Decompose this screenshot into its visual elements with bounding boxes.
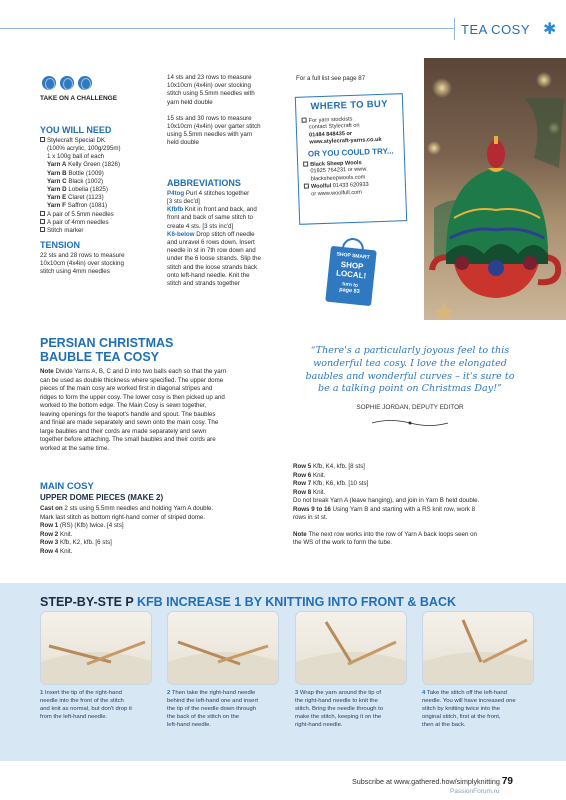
tension-heading: TENSION	[40, 240, 81, 251]
step-number: 3	[295, 690, 299, 696]
you-will-need-heading: YOU WILL NEED	[40, 125, 112, 135]
step-text-3	[295, 690, 410, 730]
step-text-2	[167, 690, 282, 730]
step-line: Take the stitch off the left-hand	[425, 690, 507, 696]
colour-name: Yarn A	[47, 161, 67, 169]
abbr-text: and unravel 6 rows down. Insert	[167, 239, 255, 246]
abbr-text: Drop stitch off needle	[194, 230, 255, 238]
checkbox-icon	[40, 137, 45, 142]
where-to-buy-heading: WHERE TO BUY	[310, 98, 388, 113]
bag-handle	[342, 237, 365, 253]
note-line: can be used as double thickness where specified. The upper dome	[40, 376, 224, 384]
note-label: Note	[40, 368, 54, 375]
colour-name: Yarn E	[47, 194, 67, 202]
shop-line: 01925 764231 or www.	[310, 166, 368, 175]
step-text-4	[422, 690, 537, 730]
checkbox-icon	[40, 227, 45, 232]
needles-1: A pair of 5.5mm needles	[47, 210, 114, 218]
step-number: 4	[422, 690, 426, 696]
asterisk-icon: ✱	[543, 21, 557, 38]
pattern-title-line: PERSIAN CHRISTMAS	[40, 336, 174, 350]
step-line: stitch. Bring the needle through to	[295, 705, 384, 712]
tea-cosy-photo	[424, 58, 566, 320]
shop-line: 01433 620933	[331, 181, 369, 190]
upper-dome-heading: UPPER DOME PIECES (MAKE 2)	[40, 493, 164, 502]
note-line: large baubles and their cords are made separately and sewn	[40, 427, 207, 435]
step-number: 1	[40, 690, 44, 696]
step-line: from the left-hand needle.	[40, 713, 108, 720]
where-to-buy-box	[295, 93, 407, 225]
editor-quote	[293, 345, 527, 396]
abbr-text: under the 6 loose strands. Slip the	[167, 255, 261, 263]
knitting-illustration	[168, 612, 279, 685]
colour-value: Lobelia (1825)	[68, 186, 108, 193]
abbr-text: needle in st in 7th row down and	[167, 247, 256, 255]
knitting-illustration	[423, 612, 534, 685]
tension-line: 10x10cm (4x4in) over garter stitch	[167, 122, 261, 130]
tension-line: 10x10cm (4x4in) over stocking	[40, 260, 124, 268]
note-line: Divide Yarns A, B, C and D into two balls each so that the yarn	[53, 368, 227, 375]
note-line: together before attaching. The small baubles and their cords are	[40, 436, 216, 444]
yarn-spec: (100% acrylic, 100g/295m)	[47, 145, 121, 153]
step-line: needle into the front of the stitch	[40, 697, 124, 704]
footer	[352, 775, 513, 788]
divider-flourish	[370, 418, 450, 428]
row-text: rows in st st.	[293, 514, 328, 522]
note-line: worked to the bottom edge. The Main Cosy is sewn together,	[40, 402, 207, 410]
row-label: Rows 9 to 16	[293, 505, 331, 513]
colour-name: Yarn D	[47, 186, 67, 193]
row-text: Kfb, K4, kfb. [8 sts]	[311, 463, 365, 470]
step-photo-4	[422, 611, 534, 685]
step-line: Insert the tip of the right-hand	[43, 690, 122, 696]
abbr-text: front and back of same stitch to	[167, 214, 253, 222]
shop-line: SHOP	[340, 259, 364, 272]
you-could-try-heading: OR YOU COULD TRY...	[307, 146, 394, 159]
row-text: (RS) (Kfb) twice. [4 sts]	[58, 522, 124, 530]
quote-line: baubles and wonderful curves – it's sure to	[305, 370, 515, 382]
note-line: and finial are made separately and sewn onto the main cosy. The	[40, 419, 219, 427]
step-photo-1	[40, 611, 152, 685]
checkbox-icon	[40, 219, 45, 224]
row-label: Row 6	[293, 471, 312, 479]
step-line: original stitch, first at the front,	[422, 713, 501, 720]
stockist-url[interactable]: www.stylecraft-yarns.co.uk	[309, 136, 382, 146]
step-line: the back of the stitch on the	[167, 713, 240, 720]
row-text: Kfb, K2, kfb. [6 sts]	[58, 539, 112, 547]
row-text: Knit.	[311, 471, 326, 479]
tension-line: 14 sts and 23 rows to measure	[167, 74, 252, 81]
shop-line: LOCAL!	[335, 268, 367, 281]
colour-value: Saffron (1081)	[67, 202, 108, 210]
abbr-key: Kfbfb	[167, 206, 184, 214]
shop-name: Woolful	[310, 183, 332, 190]
checkbox-icon	[40, 211, 45, 216]
knitting-illustration	[41, 612, 152, 685]
tension-line: yarn held double	[167, 98, 213, 106]
watermark: PassionForum.ru	[450, 788, 500, 795]
yarn-qty: 1 x 100g ball of each	[47, 153, 105, 161]
step-line: the tip of the needle down through	[167, 705, 257, 712]
step-line: Wrap the yarn around the tip of	[298, 690, 382, 696]
step-line: behind the left-hand one and insert	[167, 697, 259, 704]
yarn-title: Stylecraft Special DK	[47, 136, 106, 144]
step-by-step-title	[40, 594, 456, 611]
note-line: leaving openings for the teapot's handle and spout. The baubles	[40, 410, 216, 418]
checkbox-icon	[304, 183, 309, 188]
abbr-text: Knit in front and back, and	[183, 206, 257, 214]
quote-line: wonderful tea cosy. I love the elongated	[313, 357, 507, 369]
pattern-note	[40, 368, 285, 453]
step-line: left-hand needle.	[167, 721, 211, 728]
step-number: 2	[167, 690, 171, 696]
abbr-key: K6-below	[167, 230, 195, 238]
row-text: Kfb, K6, kfb. [10 sts]	[311, 480, 369, 488]
row-label: Row 5	[293, 463, 312, 470]
step-line: the right-hand needle to knit the	[295, 697, 378, 704]
abbr-text: stitch and strands together	[167, 279, 240, 287]
shop-url[interactable]: or www.woolfull.com	[311, 189, 362, 198]
yarn-ball-icon	[60, 76, 74, 90]
row-label: Row 8	[293, 488, 312, 496]
colour-value: Bottle (1009)	[68, 169, 104, 177]
page-number: 79	[501, 776, 513, 787]
yarn-ball-icon	[42, 76, 56, 90]
quote-line: be a talking point on Christmas Day!”	[318, 383, 502, 395]
tension-line: stitch using 5.5mm needles with	[167, 90, 255, 98]
row-text: Using Yarn B and starting with a RS knit row, work 8	[330, 505, 476, 513]
note-line: worked at the same time.	[40, 444, 110, 452]
pattern-title-line: BAUBLE TEA COSY	[40, 349, 159, 364]
note-line: ridges to form the upper cosy. The lower cosy is then picked up and	[40, 393, 225, 401]
challenge-label: TAKE ON A CHALLENGE	[40, 95, 118, 102]
instruction-line: Do not break Yarn A (leave hanging), and join in Yarn B held double.	[293, 497, 480, 505]
tension-line: held double	[167, 139, 199, 147]
abbr-text: onto left-hand needle. Knit the	[167, 271, 250, 279]
needles-2: A pair of 4mm needles	[47, 218, 109, 226]
shop-line: SHOP SMART	[336, 251, 370, 261]
stockist-line: 01484 848435 or	[309, 130, 353, 139]
row-text: Knit.	[58, 547, 73, 555]
shop-line: page 83	[338, 286, 360, 295]
row-text: Knit.	[311, 488, 326, 496]
tea-cosy-illustration	[424, 58, 566, 320]
abbreviations-heading: ABBREVIATIONS	[167, 178, 241, 188]
row-text: Knit.	[58, 530, 73, 538]
row-instructions	[293, 463, 538, 548]
checkbox-icon	[303, 161, 308, 166]
stockist-line: contact Stylecraft on	[308, 122, 360, 131]
knitting-illustration	[296, 612, 407, 685]
row-label: Row 7	[293, 480, 312, 488]
abbr-text: stitch and the loose strands back	[167, 263, 258, 271]
step-line: right-hand needle.	[295, 721, 343, 728]
row-label: Row 2	[40, 530, 59, 538]
step-title-part: KFB INCREASE 1 BY KNITTING INTO FRONT & BACK	[133, 595, 457, 609]
step-line: Then take the right-hand needle	[170, 690, 256, 696]
quote-attribution: SOPHIE JORDAN, DEPUTY EDITOR	[356, 404, 464, 411]
abbr-text: [3 sts dec'd]	[167, 198, 200, 206]
yarn-ball-icon	[78, 76, 92, 90]
tension-line: using 5.5mm needles with yarn	[167, 131, 253, 139]
note-line: pieces of the main cosy are worked first in diagonal stripes and	[40, 385, 213, 393]
note-line: the WS of the work to form the tube.	[293, 539, 393, 547]
section-title: TEA COSY	[461, 22, 531, 37]
step-line: and knit as normal, but don't drop it	[40, 705, 132, 712]
row-label: Row 3	[40, 539, 59, 547]
subscribe-link[interactable]: Subscribe at www.gathered.how/simplyknitting	[352, 777, 500, 786]
full-list-note: For a full list see page 87	[296, 75, 366, 82]
stitch-marker: Stitch marker	[47, 226, 84, 234]
colour-name: Yarn B	[47, 169, 67, 177]
row-label: Row 1	[40, 522, 59, 530]
tension-line: stitch using 4mm needles	[40, 268, 110, 276]
step-line: needle. You will have increased one	[422, 697, 516, 704]
note-label: Note	[293, 530, 307, 538]
pattern-title	[40, 337, 173, 364]
colour-name: Yarn F	[47, 202, 66, 210]
abbr-text: Purl 4 stitches together	[184, 189, 250, 197]
colour-value: Claret (1123)	[68, 194, 104, 202]
tension-line: 22 sts and 28 rows to measure	[40, 252, 125, 259]
section-tag	[454, 18, 566, 40]
step-text-1	[40, 690, 155, 722]
step-title-part: STEP-BY-STE P	[40, 595, 134, 609]
tension-line: 10x10cm (4x4in) over stocking	[167, 82, 251, 90]
shop-local-badge	[325, 246, 377, 307]
abbr-text: create 4 sts. [3 sts inc'd]	[167, 222, 234, 230]
shop-line: turn to	[341, 281, 359, 289]
step-photo-3	[295, 611, 407, 685]
stockist-line: For yarn stockists	[308, 115, 353, 124]
cast-on-label: Cast on	[40, 505, 63, 512]
checkbox-icon	[302, 117, 307, 122]
shop-url[interactable]: blacksheepwools.com	[310, 174, 366, 183]
colour-value: Black (1002)	[68, 177, 104, 185]
cast-on-instructions	[40, 505, 285, 556]
step-line: then at the back.	[422, 721, 466, 728]
shop-name: Black Sheep Wools	[310, 159, 362, 168]
step-line: make the stitch, keeping it on the	[295, 713, 382, 720]
colour-name: Yarn C	[47, 177, 67, 185]
step-photo-2	[167, 611, 279, 685]
quote-line: “There's a particularly joyous feel to this	[310, 345, 510, 356]
row-label: Row 4	[40, 547, 59, 555]
instruction-line: 2 sts using 5.5mm needles and holding Yarn A double.	[62, 505, 214, 512]
tension-continued	[167, 74, 287, 148]
note-line: The next row works into the row of Yarn A back loops seen on	[306, 530, 478, 538]
abbr-key: P4tog	[167, 189, 185, 197]
colour-value: Kelly Green (1826)	[68, 161, 121, 169]
you-will-need	[40, 125, 160, 277]
abbreviations	[167, 178, 289, 288]
tension-line: 15 sts and 30 rows to measure	[167, 114, 252, 122]
step-line: stitch by knitting twice into the	[422, 705, 500, 712]
main-cosy-heading: MAIN COSY	[40, 481, 94, 492]
instruction-line: Mark last stitch as bottom right-hand corner of striped dome.	[40, 513, 206, 521]
